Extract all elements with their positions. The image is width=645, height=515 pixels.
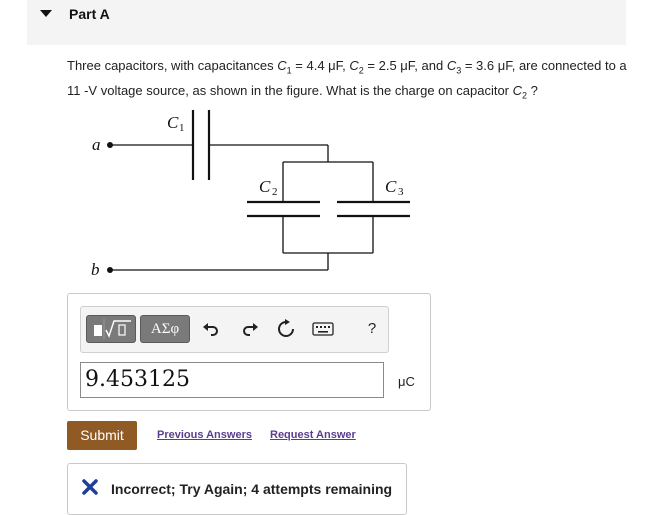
feedback-panel — [67, 463, 407, 515]
request-answer-link[interactable]: Request Answer — [270, 429, 356, 441]
terminal-a — [107, 142, 113, 148]
label-c3-sub: 3 — [398, 186, 404, 198]
redo-icon — [241, 320, 259, 338]
greek-symbols-button[interactable]: ΑΣφ — [140, 315, 190, 343]
caret-down-icon[interactable] — [40, 10, 52, 17]
reset-icon — [276, 319, 296, 339]
terminal-b — [107, 267, 113, 273]
incorrect-x-icon — [82, 479, 98, 495]
label-c2: C — [259, 177, 271, 196]
math-toolbar — [80, 306, 389, 353]
label-c2-sub: 2 — [272, 186, 278, 198]
question-text: Three capacitors, with capacitances $C_1 = 4.4$ μF, $C_2 = 2.5$ μF, and $C_3 = 3.6$ μF, are connected to a 11 -V voltage source, as shown in the figure. What is the charge on capacitor $C_2$ ? — [67, 58, 627, 101]
submit-button[interactable]: Submit — [67, 421, 137, 450]
part-header[interactable] — [27, 0, 626, 45]
help-button[interactable]: ? — [367, 320, 377, 337]
label-c1: C — [167, 113, 179, 132]
templates-icon — [87, 316, 135, 342]
circuit-diagram — [80, 100, 420, 285]
templates-button[interactable] — [86, 315, 136, 343]
answer-panel — [67, 293, 431, 411]
undo-icon — [202, 320, 220, 338]
keyboard-button[interactable] — [310, 315, 336, 343]
previous-answers-link[interactable]: Previous Answers — [157, 429, 252, 441]
label-b: b — [91, 260, 100, 279]
unit-label: μC — [398, 374, 415, 389]
reset-button[interactable] — [273, 315, 299, 343]
part-title: Part A — [69, 6, 110, 22]
answer-input[interactable]: 9.453125 — [80, 362, 384, 398]
keyboard-icon — [312, 322, 334, 336]
feedback-text: Incorrect; Try Again; 4 attempts remaining — [111, 481, 393, 497]
label-c3: C — [385, 177, 397, 196]
label-a: a — [92, 135, 101, 154]
undo-button[interactable] — [198, 315, 224, 343]
redo-button[interactable] — [237, 315, 263, 343]
label-c1-sub: 1 — [179, 122, 185, 134]
